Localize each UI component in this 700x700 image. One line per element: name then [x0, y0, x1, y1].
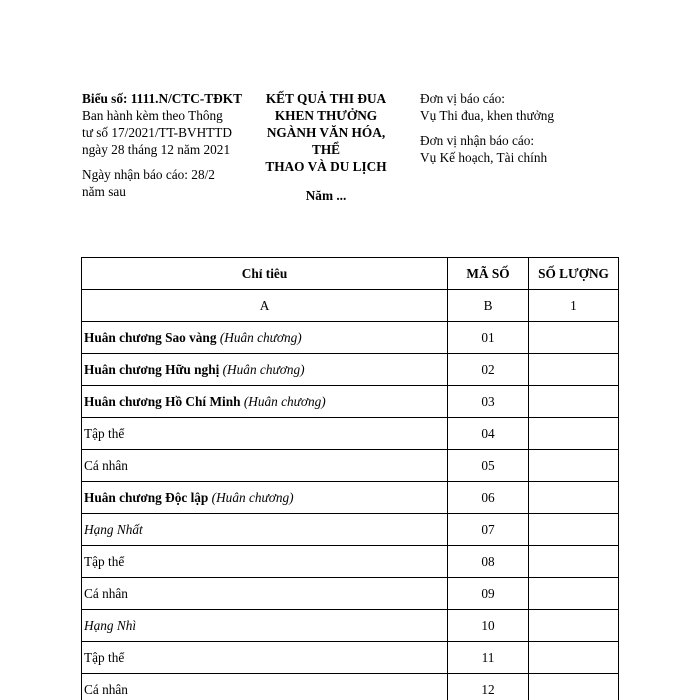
indicator-cell: Cá nhân: [82, 674, 448, 700]
code-cell: 08: [448, 546, 529, 578]
indicator-unit: (Huân chương): [243, 393, 326, 409]
report-title-line-2: KHEN THƯỞNG: [274, 108, 378, 123]
indicator-cell: [82, 354, 448, 386]
indicator-cell: Hạng Nhì: [82, 610, 448, 642]
indicator-cell: Cá nhân: [82, 450, 448, 482]
code-cell: 03: [448, 386, 529, 418]
table-row: [82, 674, 619, 700]
code-cell: 04: [448, 418, 529, 450]
table-header-row: [82, 258, 619, 290]
code-cell: 09: [448, 578, 529, 610]
receiving-unit: Vụ Kế hoạch, Tài chính: [420, 150, 548, 165]
table-row: [82, 546, 619, 578]
issued-by-line-1: Ban hành kèm theo Thông: [82, 108, 223, 123]
quantity-cell[interactable]: [529, 546, 619, 578]
receiving-unit-label: Đơn vị nhận báo cáo:: [420, 133, 535, 148]
quantity-cell[interactable]: [529, 674, 619, 700]
form-info-block: [82, 90, 250, 200]
indicator-cell: [82, 386, 448, 418]
quantity-cell[interactable]: [529, 450, 619, 482]
quantity-cell[interactable]: [529, 418, 619, 450]
quantity-cell[interactable]: [529, 386, 619, 418]
indicator-name: Huân chương Độc lập: [84, 489, 209, 505]
table-index-row: [82, 290, 619, 322]
receive-date-line-1: Ngày nhận báo cáo: 28/2: [82, 167, 215, 182]
issued-by-line-2: tư số 17/2021/TT-BVHTTD: [82, 125, 233, 140]
indicator-cell: Tập thể: [82, 418, 448, 450]
report-title-line-4: THAO VÀ DU LỊCH: [265, 159, 387, 174]
units-block: [420, 90, 650, 166]
quantity-cell[interactable]: [529, 610, 619, 642]
table-row: [82, 418, 619, 450]
report-title-line-3: NGÀNH VĂN HÓA, THỂ: [266, 125, 386, 157]
table-row: [82, 450, 619, 482]
index-cell-1: 1: [529, 290, 619, 322]
code-cell: 10: [448, 610, 529, 642]
report-table: [81, 257, 619, 700]
reporting-unit: Vụ Thi đua, khen thưởng: [420, 108, 555, 123]
table-row: [82, 514, 619, 546]
quantity-cell[interactable]: [529, 482, 619, 514]
table-row: [82, 642, 619, 674]
indicator-unit: (Huân chương): [222, 361, 305, 377]
report-title-block: [252, 90, 400, 204]
code-cell: 01: [448, 322, 529, 354]
table-row: [82, 578, 619, 610]
reporting-unit-label: Đơn vị báo cáo:: [420, 91, 505, 106]
table-row: [82, 386, 619, 418]
index-cell-a: A: [82, 290, 448, 322]
table-row: [82, 322, 619, 354]
quantity-cell[interactable]: [529, 642, 619, 674]
quantity-cell[interactable]: [529, 514, 619, 546]
indicator-cell: Tập thể: [82, 642, 448, 674]
quantity-cell[interactable]: [529, 322, 619, 354]
indicator-cell: Hạng Nhất: [82, 514, 448, 546]
report-title-line-1: KẾT QUẢ THI ĐUA: [265, 91, 387, 106]
quantity-cell[interactable]: [529, 578, 619, 610]
form-code: Biểu số: 1111.N/CTC-TĐKT: [82, 91, 242, 106]
indicator-unit: (Huân chương): [219, 329, 302, 345]
issued-by-line-3: ngày 28 tháng 12 năm 2021: [82, 142, 231, 157]
code-cell: 05: [448, 450, 529, 482]
code-cell: 11: [448, 642, 529, 674]
indicator-name: Huân chương Hồ Chí Minh: [84, 393, 241, 409]
indicator-name: Huân chương Sao vàng: [84, 329, 217, 345]
indicator-cell: Tập thể: [82, 546, 448, 578]
code-cell: 12: [448, 674, 529, 700]
column-header-indicator: Chỉ tiêu: [82, 258, 448, 290]
indicator-unit: (Huân chương): [211, 489, 294, 505]
table-row: [82, 482, 619, 514]
code-cell: 02: [448, 354, 529, 386]
column-header-quantity: SỐ LƯỢNG: [529, 258, 619, 290]
receive-date-line-2: năm sau: [82, 184, 126, 199]
indicator-cell: Cá nhân: [82, 578, 448, 610]
code-cell: 06: [448, 482, 529, 514]
index-cell-b: B: [448, 290, 529, 322]
indicator-name: Huân chương Hữu nghị: [84, 361, 220, 377]
column-header-code: MÃ SỐ: [448, 258, 529, 290]
table-row: [82, 354, 619, 386]
code-cell: 07: [448, 514, 529, 546]
report-year: Năm ...: [305, 188, 347, 203]
quantity-cell[interactable]: [529, 354, 619, 386]
indicator-cell: [82, 482, 448, 514]
table-row: [82, 610, 619, 642]
indicator-cell: [82, 322, 448, 354]
